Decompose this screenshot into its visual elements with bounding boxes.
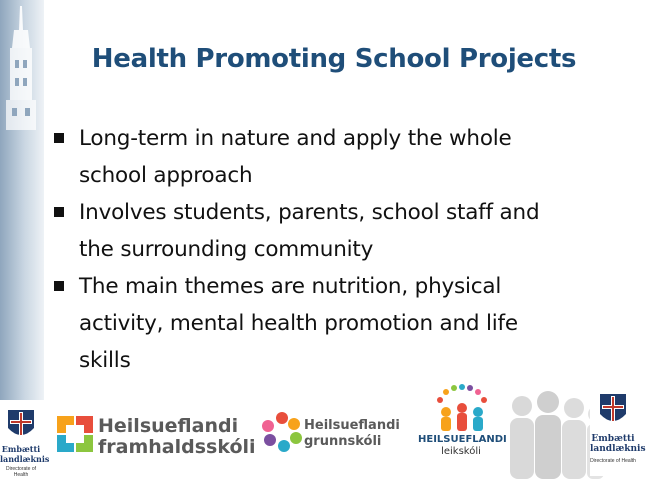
bullet-square-icon	[54, 133, 64, 143]
logo-line: framhaldsskóli	[98, 436, 256, 458]
bullet-list	[54, 120, 614, 379]
building-icon	[0, 0, 44, 400]
colored-squares-icon	[57, 416, 93, 452]
emblem-line: landlæknis	[0, 454, 50, 464]
bullet-text: activity, mental health promotion and life	[79, 311, 518, 336]
bullet-item	[54, 268, 614, 379]
bullet-text: The main themes are nutrition, physical	[79, 274, 502, 299]
slide-title: Health Promoting School Projects	[91, 44, 577, 74]
logo-line: Heilsueflandi	[304, 418, 400, 433]
emblem-subtitle: Directorate of Health	[5, 466, 36, 478]
logo-strip	[0, 380, 646, 479]
bullet-item	[54, 120, 614, 194]
bullet-square-icon	[54, 281, 64, 291]
logo-line: leikskóli	[441, 446, 481, 457]
coat-of-arms-icon	[598, 392, 628, 428]
children-icon	[432, 384, 492, 434]
bullet-text: Involves students, parents, school staff and	[79, 200, 540, 225]
logo-line: Heilsueflandi	[98, 415, 239, 437]
logo-line: grunnskóli	[304, 434, 382, 449]
emblem-subtitle: Directorate of Health	[590, 458, 636, 464]
logo-line: HEILSUEFLANDI	[418, 434, 507, 445]
coat-of-arms-icon	[6, 408, 36, 442]
bullet-text: school approach	[79, 163, 253, 188]
flower-icon	[262, 412, 302, 452]
bullet-square-icon	[54, 207, 64, 217]
decorative-strip	[0, 0, 44, 400]
bullet-item	[54, 194, 614, 268]
emblem-line: landlæknis	[590, 444, 646, 454]
emblem-line: Embætti	[1, 444, 41, 454]
bullet-text: skills	[79, 348, 131, 373]
bullet-text: the surrounding community	[79, 237, 374, 262]
emblem-line: Embætti	[591, 434, 635, 444]
bullet-text: Long-term in nature and apply the whole	[79, 126, 512, 151]
